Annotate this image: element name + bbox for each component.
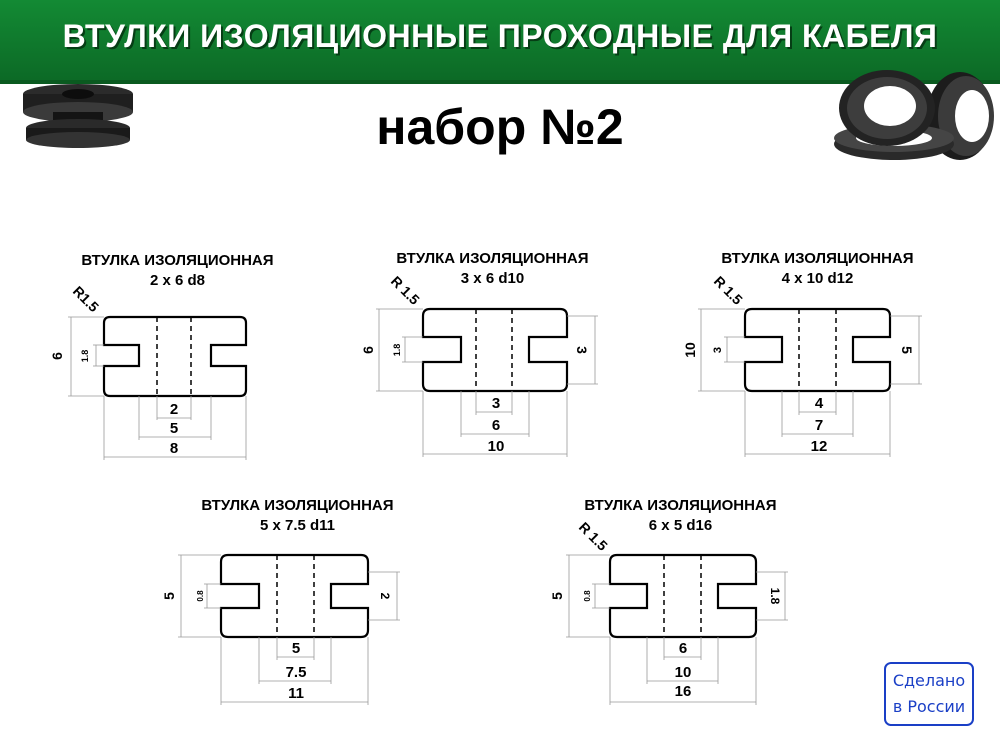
- right-dimension-label: 2: [378, 592, 392, 600]
- bushing-title: ВТУЛКА ИЗОЛЯЦИОННАЯ: [721, 250, 914, 267]
- bushing-drawing-3: [675, 272, 930, 465]
- height-label: 6: [360, 346, 376, 354]
- page-title: ВТУЛКИ ИЗОЛЯЦИОННЫЕ ПРОХОДНЫЕ ДЛЯ КАБЕЛЯ: [62, 18, 938, 54]
- groove-diameter-label: 10: [674, 664, 692, 681]
- inner-diameter-label: 5: [291, 640, 301, 657]
- bushing-drawing-1: [40, 280, 270, 465]
- right-dimension-label: 1.8: [768, 587, 782, 605]
- inner-diameter-label: 3: [491, 395, 501, 412]
- height-label: 5: [549, 592, 565, 600]
- height-label: 10: [682, 342, 698, 358]
- bushing-size: 4 x 10 d12: [781, 270, 854, 287]
- bushing-title: ВТУЛКА ИЗОЛЯЦИОННАЯ: [396, 250, 589, 267]
- groove-diameter-label: 7.5: [285, 664, 307, 681]
- radius-label: R 1.5: [575, 518, 611, 554]
- outer-diameter-label: 8: [169, 440, 179, 457]
- outer-diameter-label: 16: [674, 683, 692, 700]
- radius-label: R 1.5: [387, 272, 423, 308]
- bushing-title: ВТУЛКА ИЗОЛЯЦИОННАЯ: [201, 497, 394, 514]
- bushing-size: 6 x 5 d16: [648, 517, 713, 534]
- outer-diameter-label: 12: [810, 438, 828, 455]
- badge-line-2: в России: [892, 697, 966, 716]
- bushing-drawing-5: [540, 520, 800, 710]
- groove-diameter-label: 5: [169, 420, 179, 437]
- height-label: 5: [161, 592, 177, 600]
- bushing-size: 3 x 6 d10: [460, 270, 525, 287]
- set-title: набор №2: [376, 99, 624, 155]
- inner-diameter-label: 2: [169, 401, 179, 418]
- inner-diameter-label: 4: [814, 395, 824, 412]
- badge-line-1: Сделано: [892, 671, 966, 690]
- bushing-title: ВТУЛКА ИЗОЛЯЦИОННАЯ: [584, 497, 777, 514]
- made-in-russia-badge: [884, 662, 974, 726]
- slot-height-label: 0.8: [583, 590, 592, 602]
- bushing-caption-4: [175, 496, 420, 536]
- outer-diameter-label: 10: [487, 438, 505, 455]
- radius-label: R1.5: [69, 282, 103, 316]
- groove-diameter-label: 7: [814, 417, 824, 434]
- bushing-size: 5 x 7.5 d11: [259, 517, 336, 534]
- bushing-drawing-4: [160, 540, 410, 710]
- inner-diameter-label: 6: [678, 640, 688, 657]
- slot-height-label: 3: [712, 346, 724, 354]
- outer-diameter-label: 11: [288, 685, 304, 702]
- slot-height-label: 1.8: [392, 343, 402, 357]
- radius-label: R 1.5: [710, 272, 746, 308]
- groove-diameter-label: 6: [491, 417, 501, 434]
- bushing-title: ВТУЛКА ИЗОЛЯЦИОННАЯ: [81, 252, 274, 269]
- slot-height-label: 0.8: [196, 590, 205, 602]
- right-dimension-label: 5: [899, 346, 915, 354]
- bushing-drawing-2: [355, 272, 605, 465]
- height-label: 6: [49, 352, 65, 360]
- bushing-size: 2 x 6 d8: [149, 272, 206, 289]
- right-dimension-label: 3: [574, 346, 590, 354]
- slot-height-label: 1.8: [80, 349, 90, 363]
